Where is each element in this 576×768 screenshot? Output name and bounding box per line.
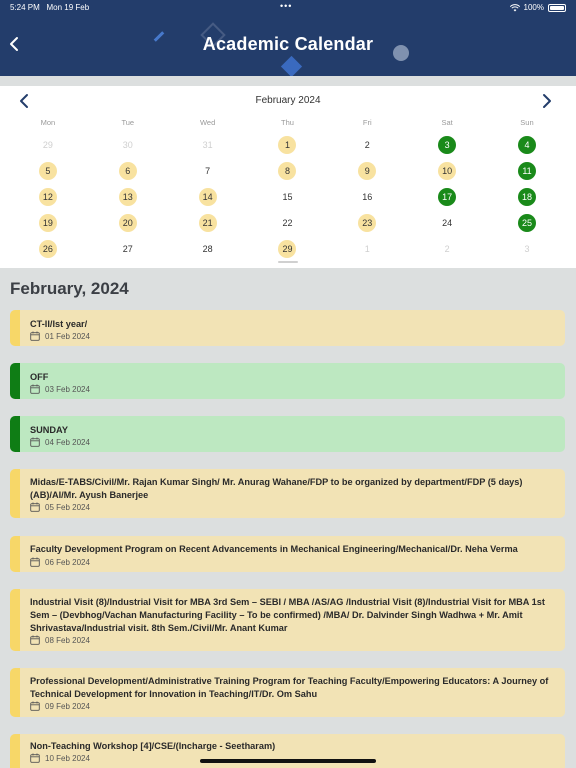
event-color-bar [10, 310, 20, 346]
calendar-cell [407, 158, 487, 184]
calendar-cell [8, 158, 88, 184]
event-color-bar [10, 668, 20, 717]
calendar-day[interactable]: 13 [119, 188, 137, 206]
decor-diamond [281, 56, 302, 76]
calendar-cell [487, 210, 567, 236]
calendar-day[interactable]: 17 [438, 188, 456, 206]
event-card[interactable] [10, 416, 565, 452]
calendar-cell [168, 236, 248, 262]
event-card[interactable] [10, 536, 565, 572]
weekday-label: Mon [40, 118, 56, 127]
calendar-cell [248, 210, 328, 236]
event-color-bar [10, 416, 20, 452]
event-card[interactable] [10, 469, 565, 518]
calendar-day[interactable]: 18 [518, 188, 536, 206]
calendar-day[interactable]: 3 [524, 244, 530, 254]
calendar-icon [30, 635, 40, 645]
calendar-day[interactable]: 9 [358, 162, 376, 180]
calendar-cell [248, 184, 328, 210]
calendar-icon [30, 384, 40, 394]
calendar-cell [407, 236, 487, 262]
chevron-right-icon [538, 93, 554, 109]
calendar-icon [30, 701, 40, 711]
calendar-cell [8, 210, 88, 236]
weekday-label: Tue [121, 118, 135, 127]
calendar-day[interactable]: 4 [518, 136, 536, 154]
weekday-label: Sun [520, 118, 534, 127]
calendar-cell [407, 132, 487, 158]
event-card[interactable] [10, 589, 565, 651]
weekday-label: Thu [280, 118, 294, 127]
calendar-cell [88, 132, 168, 158]
calendar-day[interactable]: 29 [278, 240, 296, 258]
calendar-icon [30, 437, 40, 447]
app-header [0, 0, 576, 76]
calendar-day[interactable]: 19 [39, 214, 57, 232]
event-date-text: 08 Feb 2024 [45, 635, 90, 645]
page-title: Academic Calendar [202, 34, 374, 54]
calendar-grid [8, 132, 567, 262]
calendar-day[interactable]: 6 [119, 162, 137, 180]
event-title: Industrial Visit (8)/Industrial Visit for MBA 3rd Sem – SEBI / MBA /AS/AG /Industrial Visit (8)/Industrial Visit for MBA 1st Sem – (Devbhog/Vachan Manufacturing Facility – To be confirmed) /MBA/ Dr. Dalvinder Singh Wadhwa + Mr. Amit Shrivastava/Industrial visit. 8th Sem./Civil/Mr. Anant Kumar [30, 597, 545, 633]
event-color-bar [10, 536, 20, 572]
calendar-cell [248, 158, 328, 184]
event-date-text: 06 Feb 2024 [45, 557, 90, 567]
calendar-cell [168, 184, 248, 210]
event-date [30, 502, 90, 512]
calendar-cell [168, 132, 248, 158]
calendar-week [8, 236, 567, 262]
calendar-day[interactable]: 25 [518, 214, 536, 232]
weekday-label: Sat [441, 118, 453, 127]
calendar-day[interactable]: 21 [199, 214, 217, 232]
weekday-header [8, 118, 567, 127]
calendar-week [8, 132, 567, 158]
status-time: 5:24 PM Mon 19 Feb [10, 3, 90, 12]
event-color-bar [10, 589, 20, 651]
calendar-cell [88, 184, 168, 210]
event-date-text: 03 Feb 2024 [45, 384, 90, 394]
event-title: CT-II/Ist year/ [30, 319, 88, 329]
calendar-cell [88, 158, 168, 184]
calendar-day[interactable]: 16 [362, 192, 373, 202]
event-color-bar [10, 469, 20, 518]
weekday-label: Wed [199, 118, 216, 127]
calendar-cell [8, 132, 88, 158]
multitask-dots[interactable]: ••• [280, 1, 293, 11]
event-date [30, 384, 90, 394]
calendar-day[interactable]: 22 [282, 218, 293, 228]
event-title: Professional Development/Administrative Training Program for Teaching Faculty/Empowering Educators: A Journey of Technical Development for Innovation in Teaching/IT/Dr. Om Sahu [30, 676, 549, 699]
calendar-day[interactable]: 24 [442, 218, 453, 228]
event-date-text: 04 Feb 2024 [45, 437, 90, 447]
calendar-icon [30, 557, 40, 567]
calendar-cell [487, 184, 567, 210]
calendar-day[interactable]: 5 [39, 162, 57, 180]
event-date-text: 05 Feb 2024 [45, 502, 90, 512]
event-date [30, 635, 90, 645]
calendar-day[interactable]: 1 [364, 244, 370, 254]
calendar-cell [168, 210, 248, 236]
calendar-day[interactable]: 2 [364, 140, 370, 150]
calendar-day[interactable]: 29 [42, 140, 53, 150]
calendar-icon [30, 331, 40, 341]
calendar-day[interactable]: 15 [282, 192, 293, 202]
calendar-day[interactable]: 14 [199, 188, 217, 206]
event-date [30, 557, 90, 567]
calendar-day[interactable]: 7 [205, 166, 211, 176]
event-date [30, 701, 90, 711]
calendar-cell [407, 210, 487, 236]
calendar-nav [0, 93, 576, 109]
event-title: Faculty Development Program on Recent Advancements in Mechanical Engineering/Mechanical/Dr. Neha Verma [30, 544, 518, 554]
battery-icon [548, 4, 566, 12]
event-title: Midas/E-TABS/Civil/Mr. Rajan Kumar Singh/ Mr. Anurag Wahane/FDP to be organized by department/FDP (5 days)(AB)/AI/Mr. Ayush Banerjee [30, 477, 523, 500]
calendar-cell [8, 184, 88, 210]
calendar-cell [8, 236, 88, 262]
month-calendar [0, 86, 576, 268]
calendar-cell [327, 158, 407, 184]
weekday-label: Fri [362, 118, 372, 127]
status-bar [0, 0, 576, 16]
event-date [30, 437, 90, 447]
calendar-day[interactable]: 30 [122, 140, 133, 150]
calendar-day[interactable]: 1 [278, 136, 296, 154]
calendar-cell [487, 132, 567, 158]
calendar-cell [248, 236, 328, 262]
calendar-week [8, 210, 567, 236]
header-divider [0, 76, 576, 86]
event-title: Non-Teaching Workshop [4]/CSE/(Incharge - Seetharam) [30, 741, 276, 751]
calendar-day[interactable]: 10 [438, 162, 456, 180]
month-label: February 2024 [255, 95, 321, 106]
event-title: OFF [30, 372, 49, 382]
calendar-day[interactable]: 20 [119, 214, 137, 232]
calendar-cell [168, 158, 248, 184]
calendar-day[interactable]: 26 [39, 240, 57, 258]
wifi-icon [510, 4, 520, 12]
status-right [510, 3, 566, 12]
event-date [30, 331, 90, 341]
calendar-cell [407, 184, 487, 210]
calendar-cell [487, 236, 567, 262]
calendar-cell [327, 184, 407, 210]
calendar-icon [30, 502, 40, 512]
event-color-bar [10, 363, 20, 399]
calendar-week [8, 158, 567, 184]
calendar-day[interactable]: 8 [278, 162, 296, 180]
next-month-button[interactable] [538, 93, 554, 109]
calendar-cell [327, 132, 407, 158]
calendar-day[interactable]: 11 [518, 162, 536, 180]
calendar-day[interactable]: 27 [122, 244, 133, 254]
calendar-day[interactable]: 23 [358, 214, 376, 232]
event-title: SUNDAY [30, 425, 68, 435]
event-card[interactable] [10, 668, 565, 717]
events-heading: February, 2024 [10, 279, 129, 298]
calendar-cell [327, 236, 407, 262]
event-card[interactable] [10, 310, 565, 346]
calendar-cell [327, 210, 407, 236]
calendar-day[interactable]: 3 [438, 136, 456, 154]
collapse-handle[interactable] [278, 261, 298, 263]
calendar-day[interactable]: 2 [444, 244, 450, 254]
calendar-day[interactable]: 31 [202, 140, 213, 150]
event-date-text: 10 Feb 2024 [45, 753, 90, 763]
event-color-bar [10, 734, 20, 768]
battery-percent: 100% [523, 3, 544, 12]
calendar-cell [88, 210, 168, 236]
calendar-day[interactable]: 12 [39, 188, 57, 206]
event-date-text: 09 Feb 2024 [45, 701, 90, 711]
calendar-cell [88, 236, 168, 262]
calendar-day[interactable]: 28 [202, 244, 213, 254]
event-date [30, 753, 90, 763]
home-indicator[interactable] [200, 759, 376, 763]
calendar-icon [30, 753, 40, 763]
event-date-text: 01 Feb 2024 [45, 331, 90, 341]
calendar-week [8, 184, 567, 210]
event-card[interactable] [10, 363, 565, 399]
calendar-cell [248, 132, 328, 158]
calendar-cell [487, 158, 567, 184]
